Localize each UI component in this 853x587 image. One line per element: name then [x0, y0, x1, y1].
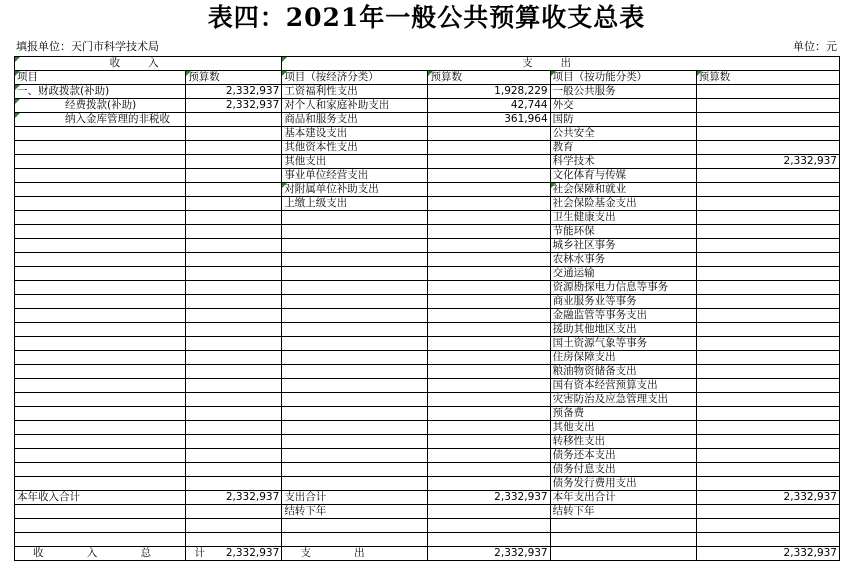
econ-item-cell	[282, 449, 428, 463]
func-item-cell: 社会保障和就业	[550, 183, 696, 197]
econ-item-cell: 对个人和家庭补助支出	[282, 99, 428, 113]
table-row	[15, 85, 840, 99]
func-item-cell: 一般公共服务	[550, 85, 696, 99]
econ-item-cell: 上缴上级支出	[282, 197, 428, 211]
func-budget-cell: 2,332,937	[696, 491, 839, 505]
currency-unit-label: 单位：元	[793, 40, 837, 53]
econ-item-cell: 事业单位经营支出	[282, 169, 428, 183]
econ-budget-cell	[428, 351, 550, 365]
econ-item-cell	[282, 267, 428, 281]
econ-item-cell	[282, 365, 428, 379]
income-item-cell	[15, 477, 186, 491]
table-row	[15, 337, 840, 351]
func-budget-cell	[696, 253, 839, 267]
income-budget-cell	[186, 183, 282, 197]
func-item-cell: 粮油物资储备支出	[550, 365, 696, 379]
econ-budget-cell	[428, 155, 550, 169]
income-budget-cell: 2,332,937	[186, 85, 282, 99]
econ-item-cell	[282, 407, 428, 421]
econ-budget-cell: 42,744	[428, 99, 550, 113]
income-budget-cell	[186, 225, 282, 239]
econ-item-cell	[282, 477, 428, 491]
income-budget-cell	[186, 435, 282, 449]
econ-budget-cell	[428, 309, 550, 323]
econ-budget-cell	[428, 505, 550, 519]
econ-budget-cell	[428, 463, 550, 477]
econ-item-cell	[282, 239, 428, 253]
income-item-cell	[15, 519, 186, 533]
page-title: 表四：2021年一般公共预算收支总表	[207, 3, 646, 32]
func-item-cell: 商业服务业等事务	[550, 295, 696, 309]
econ-budget-cell	[428, 141, 550, 155]
func-budget-cell	[696, 281, 839, 295]
income-budget-cell	[186, 253, 282, 267]
income-item-cell	[15, 407, 186, 421]
table-row	[15, 141, 840, 155]
func-item-cell: 资源勘探电力信息等事务	[550, 281, 696, 295]
income-item-cell	[15, 421, 186, 435]
income-budget-cell	[186, 393, 282, 407]
func-budget-cell: 2,332,937	[696, 155, 839, 169]
income-budget-cell	[186, 281, 282, 295]
table-row	[15, 407, 840, 421]
func-item-cell: 其他支出	[550, 421, 696, 435]
income-budget-cell	[186, 141, 282, 155]
func-item-cell: 援助其他地区支出	[550, 323, 696, 337]
income-budget-cell	[186, 351, 282, 365]
income-item-cell	[15, 141, 186, 155]
income-budget-cell	[186, 113, 282, 127]
econ-budget-cell	[428, 477, 550, 491]
func-item-cell: 文化体育与传媒	[550, 169, 696, 183]
income-item-cell	[15, 309, 186, 323]
income-item-cell	[15, 533, 186, 547]
table-row	[15, 421, 840, 435]
func-budget-cell	[696, 141, 839, 155]
func-budget-cell	[696, 435, 839, 449]
econ-budget-cell	[428, 253, 550, 267]
func-budget-cell	[696, 533, 839, 547]
econ-budget-cell	[428, 267, 550, 281]
func-item-cell: 农林水事务	[550, 253, 696, 267]
income-budget-cell	[186, 533, 282, 547]
income-budget-cell: 2,332,937	[186, 547, 282, 561]
econ-budget-cell	[428, 323, 550, 337]
func-budget-cell	[696, 295, 839, 309]
econ-budget-cell	[428, 421, 550, 435]
income-item-cell	[15, 183, 186, 197]
econ-item-cell	[282, 337, 428, 351]
econ-budget-cell: 1,928,229	[428, 85, 550, 99]
table-row	[15, 239, 840, 253]
econ-budget-cell	[428, 281, 550, 295]
income-budget-cell	[186, 505, 282, 519]
income-budget-cell	[186, 323, 282, 337]
income-item-cell	[15, 281, 186, 295]
func-budget-cell	[696, 407, 839, 421]
econ-item-cell	[282, 351, 428, 365]
econ-budget-cell	[428, 239, 550, 253]
table-row	[15, 127, 840, 141]
table-row	[15, 155, 840, 169]
income-budget-cell	[186, 239, 282, 253]
func-item-cell: 科学技术	[550, 155, 696, 169]
econ-item-cell	[282, 253, 428, 267]
income-budget-cell	[186, 463, 282, 477]
econ-item-cell	[282, 323, 428, 337]
func-budget-cell	[696, 337, 839, 351]
income-budget-cell	[186, 267, 282, 281]
econ-budget-cell	[428, 379, 550, 393]
income-budget-cell	[186, 169, 282, 183]
table-row	[15, 267, 840, 281]
col-budget2-header: 预算数	[428, 71, 550, 85]
econ-item-cell	[282, 295, 428, 309]
func-item-cell: 国土资源气象等事务	[550, 337, 696, 351]
func-budget-cell	[696, 393, 839, 407]
income-item-cell	[15, 463, 186, 477]
income-item-cell	[15, 127, 186, 141]
unit-line	[14, 40, 839, 54]
func-budget-cell	[696, 127, 839, 141]
income-budget-cell	[186, 309, 282, 323]
econ-budget-cell	[428, 337, 550, 351]
income-item-cell	[15, 393, 186, 407]
econ-budget-cell	[428, 197, 550, 211]
econ-item-cell: 其他支出	[282, 155, 428, 169]
income-budget-cell	[186, 407, 282, 421]
table-row	[15, 253, 840, 267]
income-budget-cell	[186, 155, 282, 169]
func-budget-cell	[696, 379, 839, 393]
func-item-cell	[550, 519, 696, 533]
func-item-cell: 灾害防治及应急管理支出	[550, 393, 696, 407]
func-budget-cell	[696, 449, 839, 463]
table-row	[15, 309, 840, 323]
table-row	[15, 463, 840, 477]
table-row	[15, 197, 840, 211]
func-budget-cell	[696, 225, 839, 239]
table-row	[15, 323, 840, 337]
income-item-cell	[15, 211, 186, 225]
func-budget-cell	[696, 505, 839, 519]
table-row	[15, 519, 840, 533]
income-item-cell	[15, 155, 186, 169]
income-budget-cell	[186, 295, 282, 309]
econ-budget-cell: 2,332,937	[428, 491, 550, 505]
income-budget-cell	[186, 337, 282, 351]
func-item-cell: 住房保障支出	[550, 351, 696, 365]
income-item-cell: 经费拨款(补助)	[15, 99, 186, 113]
func-item-cell: 节能环保	[550, 225, 696, 239]
table-row	[15, 393, 840, 407]
func-budget-cell	[696, 463, 839, 477]
income-item-cell	[15, 253, 186, 267]
income-item-cell	[15, 435, 186, 449]
income-item-cell: 收 入 总 计	[15, 547, 186, 561]
table-row	[15, 533, 840, 547]
func-budget-cell	[696, 211, 839, 225]
func-item-cell: 城乡社区事务	[550, 239, 696, 253]
econ-item-cell	[282, 533, 428, 547]
func-item-cell: 外交	[550, 99, 696, 113]
income-budget-cell	[186, 477, 282, 491]
income-item-cell	[15, 351, 186, 365]
func-budget-cell	[696, 197, 839, 211]
func-item-cell: 本年支出合计	[550, 491, 696, 505]
income-item-cell	[15, 295, 186, 309]
econ-budget-cell	[428, 533, 550, 547]
econ-budget-cell	[428, 127, 550, 141]
func-budget-cell: 2,332,937	[696, 547, 839, 561]
econ-item-cell	[282, 463, 428, 477]
income-budget-cell	[186, 519, 282, 533]
income-item-cell	[15, 225, 186, 239]
income-budget-cell	[186, 379, 282, 393]
income-item-cell: 本年收入合计	[15, 491, 186, 505]
econ-item-cell	[282, 435, 428, 449]
func-budget-cell	[696, 183, 839, 197]
econ-budget-cell	[428, 449, 550, 463]
econ-item-cell: 商品和服务支出	[282, 113, 428, 127]
econ-budget-cell	[428, 169, 550, 183]
table-row	[15, 477, 840, 491]
income-item-cell	[15, 365, 186, 379]
func-item-cell: 公共安全	[550, 127, 696, 141]
table-row	[15, 225, 840, 239]
func-item-cell: 卫生健康支出	[550, 211, 696, 225]
econ-budget-cell	[428, 225, 550, 239]
func-budget-cell	[696, 351, 839, 365]
func-item-cell: 债务还本支出	[550, 449, 696, 463]
func-budget-cell	[696, 519, 839, 533]
econ-item-cell	[282, 281, 428, 295]
econ-budget-cell	[428, 407, 550, 421]
expense-header: 支出	[282, 57, 840, 71]
econ-budget-cell: 361,964	[428, 113, 550, 127]
table-row	[15, 99, 840, 113]
income-item-cell	[15, 323, 186, 337]
func-item-cell: 转移性支出	[550, 435, 696, 449]
func-item-cell: 结转下年	[550, 505, 696, 519]
income-item-cell	[15, 449, 186, 463]
income-budget-cell	[186, 211, 282, 225]
func-budget-cell	[696, 113, 839, 127]
econ-budget-cell	[428, 295, 550, 309]
col-func-header: 项目（按功能分类）	[550, 71, 696, 85]
income-item-cell	[15, 239, 186, 253]
table-row	[15, 449, 840, 463]
func-item-cell: 国有资本经营预算支出	[550, 379, 696, 393]
econ-budget-cell	[428, 183, 550, 197]
func-budget-cell	[696, 239, 839, 253]
econ-budget-cell: 2,332,937	[428, 547, 550, 561]
func-item-cell: 债务付息支出	[550, 463, 696, 477]
func-item-cell: 债务发行费用支出	[550, 477, 696, 491]
func-budget-cell	[696, 421, 839, 435]
econ-item-cell: 其他资本性支出	[282, 141, 428, 155]
table-row	[15, 351, 840, 365]
income-item-cell	[15, 505, 186, 519]
econ-budget-cell	[428, 519, 550, 533]
table-row	[15, 113, 840, 127]
econ-budget-cell	[428, 211, 550, 225]
income-budget-cell	[186, 197, 282, 211]
func-budget-cell	[696, 365, 839, 379]
func-item-cell: 交通运输	[550, 267, 696, 281]
table-row	[15, 211, 840, 225]
income-item-cell	[15, 337, 186, 351]
func-item-cell: 教育	[550, 141, 696, 155]
table-row	[15, 379, 840, 393]
econ-item-cell: 支出合计	[282, 491, 428, 505]
econ-item-cell	[282, 421, 428, 435]
income-item-cell	[15, 267, 186, 281]
income-budget-cell	[186, 365, 282, 379]
table-row	[15, 491, 840, 505]
income-item-cell	[15, 379, 186, 393]
income-budget-cell	[186, 127, 282, 141]
income-item-cell	[15, 197, 186, 211]
func-item-cell: 国防	[550, 113, 696, 127]
econ-item-cell: 结转下年	[282, 505, 428, 519]
econ-budget-cell	[428, 393, 550, 407]
table-row	[15, 281, 840, 295]
econ-item-cell	[282, 379, 428, 393]
income-item-cell: 纳入金库管理的非税收	[15, 113, 186, 127]
col-item-header: 项目	[15, 71, 186, 85]
income-budget-cell: 2,332,937	[186, 99, 282, 113]
func-budget-cell	[696, 85, 839, 99]
fill-unit-label: 填报单位：天门市科学技术局	[16, 40, 159, 53]
income-header: 收入	[15, 57, 282, 71]
econ-item-cell	[282, 309, 428, 323]
table-row	[15, 505, 840, 519]
income-budget-cell: 2,332,937	[186, 491, 282, 505]
func-item-cell: 预备费	[550, 407, 696, 421]
func-budget-cell	[696, 99, 839, 113]
econ-item-cell	[282, 393, 428, 407]
col-econ-header: 项目（按经济分类）	[282, 71, 428, 85]
table-row	[15, 169, 840, 183]
econ-item-cell: 工资福利性支出	[282, 85, 428, 99]
econ-item-cell	[282, 225, 428, 239]
income-budget-cell	[186, 449, 282, 463]
table-row	[15, 365, 840, 379]
col-budget-header: 预算数	[186, 71, 282, 85]
func-budget-cell	[696, 323, 839, 337]
income-item-cell: 一、财政拨款(补助)	[15, 85, 186, 99]
table-row	[15, 547, 840, 561]
table-row	[15, 435, 840, 449]
income-budget-cell	[186, 421, 282, 435]
econ-budget-cell	[428, 365, 550, 379]
budget-table	[14, 56, 840, 561]
func-budget-cell	[696, 309, 839, 323]
table-row	[15, 295, 840, 309]
econ-item-cell: 对附属单位补助支出	[282, 183, 428, 197]
func-item-cell: 社会保险基金支出	[550, 197, 696, 211]
func-budget-cell	[696, 267, 839, 281]
func-item-cell	[550, 533, 696, 547]
table-header-row-1	[15, 57, 840, 71]
func-item-cell: 金融监管等事务支出	[550, 309, 696, 323]
col-budget3-header: 预算数	[696, 71, 839, 85]
econ-budget-cell	[428, 435, 550, 449]
table-header-row-2	[15, 71, 840, 85]
func-item-cell	[550, 547, 696, 561]
table-row	[15, 183, 840, 197]
econ-item-cell	[282, 211, 428, 225]
func-budget-cell	[696, 477, 839, 491]
func-budget-cell	[696, 169, 839, 183]
econ-item-cell: 基本建设支出	[282, 127, 428, 141]
econ-item-cell	[282, 519, 428, 533]
income-item-cell	[15, 169, 186, 183]
econ-item-cell: 支 出	[282, 547, 428, 561]
